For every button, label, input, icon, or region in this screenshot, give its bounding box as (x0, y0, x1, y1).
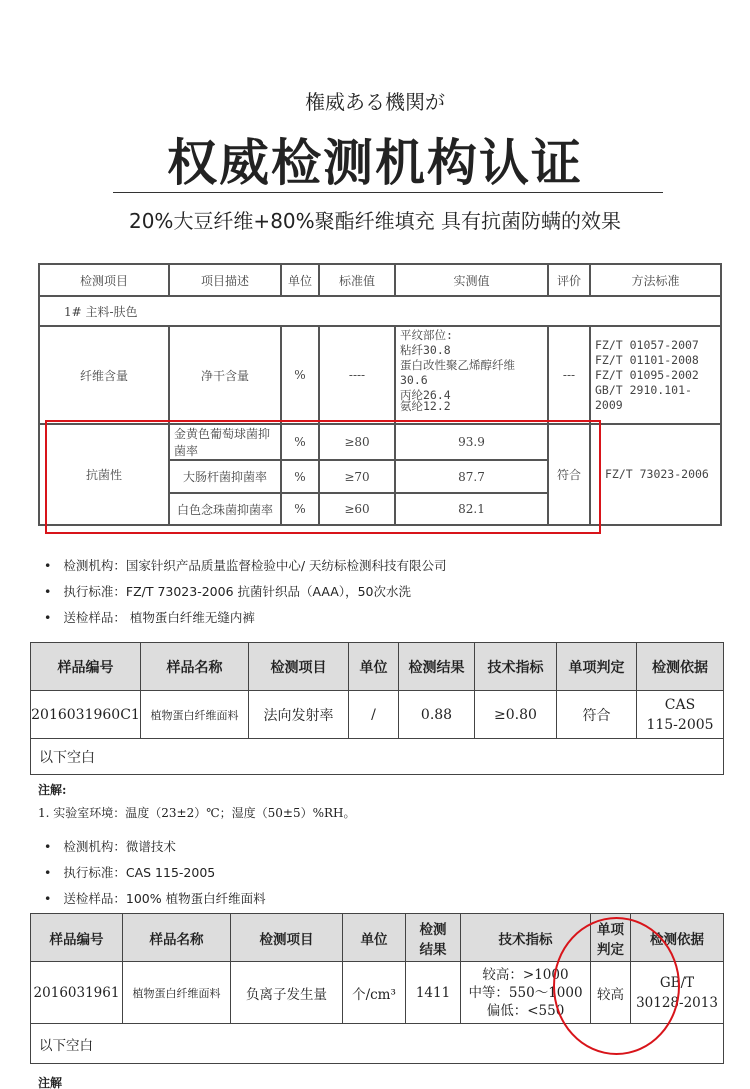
antibacterial-unit: % (281, 460, 319, 493)
test-item: 负离子发生量 (231, 962, 343, 1024)
info-list-1 (44, 556, 447, 634)
measured-line: 平纹部位: (400, 328, 453, 342)
notes-item: 1. 实验室环境：温度（23±2）℃；湿度（50±5）%RH。 (38, 806, 356, 820)
page-title: 权威检测机构认证 (167, 134, 583, 192)
fiber-eval: --- (548, 326, 590, 424)
fiber-desc: 净干含量 (169, 326, 281, 424)
sample-id: 2016031960C1 (31, 691, 141, 739)
col-header: 单位 (281, 264, 319, 296)
antibacterial-method: FZ/T 73023-2006 (590, 424, 721, 525)
antibacterial-desc: 白色念珠菌抑菌率 (169, 493, 281, 525)
tagline: 20%大豆纤维+80%聚酯纤维填充 具有抗菌防螨的效果 (128, 209, 622, 233)
measured-line: 30.6 (400, 373, 428, 387)
highlight-rectangle (45, 420, 601, 534)
fiber-methods (590, 326, 721, 424)
col-header: 评价 (548, 264, 590, 296)
section-label: 1# 主料-肤色 (39, 296, 721, 326)
sample-name: 植物蛋白纤维面料 (123, 962, 231, 1024)
col-header: 技术指标 (461, 914, 591, 962)
notes-title: 注解: (38, 783, 67, 797)
unit: 个/cm³ (343, 962, 406, 1024)
col-header: 单项 判定 (591, 914, 631, 962)
col-header: 检测依据 (631, 914, 724, 962)
result: 0.88 (399, 691, 475, 739)
spec-line: 较高：>1000 (482, 966, 569, 983)
blank-note: 以下空白 (31, 739, 724, 775)
col-header: 检测结果 (399, 643, 475, 691)
antibacterial-eval: 符合 (548, 424, 590, 525)
measured-line: 蛋白改性聚乙烯醇纤维 (400, 358, 515, 372)
col-header: 检测项目 (231, 914, 343, 962)
antibacterial-std: ≥80 (319, 424, 395, 460)
method-line: FZ/T 01057-2007 (595, 337, 699, 352)
antibacterial-measured: 93.9 (395, 424, 548, 460)
blank-note: 以下空白 (31, 1024, 724, 1064)
subtitle-jp: 権威ある機関が (305, 90, 445, 114)
antibacterial-item: 抗菌性 (39, 424, 169, 525)
fiber-item: 纤维含量 (39, 326, 169, 424)
info-item: • 检测机构：国家针织产品质量监督检验中心/ 天纺标检测科技有限公司 (44, 556, 447, 582)
judgement: 较高 (591, 962, 631, 1024)
col-header: 样品编号 (31, 643, 141, 691)
col-header: 检测项目 (249, 643, 349, 691)
notes (38, 781, 356, 821)
header (0, 86, 750, 195)
info-list-2 (44, 837, 266, 915)
basis: GB/T 30128-2013 (631, 962, 724, 1024)
judgement: 符合 (557, 691, 637, 739)
measured-line: 粘纤30.8 (400, 343, 451, 357)
col-header: 方法标准 (590, 264, 721, 296)
spec: ≥0.80 (475, 691, 557, 739)
sample-id: 2016031961 (31, 962, 123, 1024)
col-header: 样品名称 (141, 643, 249, 691)
result: 1411 (406, 962, 461, 1024)
basis: CAS 115-2005 (637, 691, 724, 739)
col-header: 项目描述 (169, 264, 281, 296)
method-line: FZ/T 01095-2002 (595, 367, 699, 382)
col-header: 单位 (343, 914, 406, 962)
col-header: 标准值 (319, 264, 395, 296)
antibacterial-measured: 87.7 (395, 460, 548, 493)
antibacterial-measured: 82.1 (395, 493, 548, 525)
measured-line: 氨纶12.2 (400, 399, 451, 413)
antibacterial-unit: % (281, 493, 319, 525)
col-header: 技术指标 (475, 643, 557, 691)
col-header: 检测依据 (637, 643, 724, 691)
spec-line: 偏低：<550 (486, 1002, 565, 1019)
method-line: GB/T 2910.101-2009 (595, 382, 692, 412)
info-item: • 执行标准：FZ/T 73023-2006 抗菌针织品（AAA），50次水洗 (44, 582, 447, 608)
fiber-measured (395, 326, 548, 424)
col-header: 单位 (349, 643, 399, 691)
col-header: 单项判定 (557, 643, 637, 691)
col-header: 检测项目 (39, 264, 169, 296)
antibacterial-unit: % (281, 424, 319, 460)
divider (113, 192, 663, 193)
col-header: 样品编号 (31, 914, 123, 962)
antibacterial-std: ≥60 (319, 493, 395, 525)
method-line: FZ/T 01101-2008 (595, 352, 699, 367)
highlight-circle (553, 917, 680, 1055)
sample-name: 植物蛋白纤维面料 (141, 691, 249, 739)
test-report-table-2 (30, 642, 724, 775)
info-item: • 检测机构：微谱技术 (44, 837, 266, 863)
antibacterial-desc: 金黄色葡萄球菌抑菌率 (169, 424, 281, 460)
spec-line: 中等：550～1000 (468, 984, 583, 1001)
test-item: 法向发射率 (249, 691, 349, 739)
col-header: 实测值 (395, 264, 548, 296)
info-item: • 送检样品： 植物蛋白纤维无缝内裤 (44, 608, 447, 634)
fiber-std: ---- (319, 326, 395, 424)
measured-line: 丙纶26.4 (400, 388, 451, 402)
info-item: • 送检样品：100% 植物蛋白纤维面料 (44, 889, 266, 915)
antibacterial-desc: 大肠杆菌抑菌率 (169, 460, 281, 493)
antibacterial-std: ≥70 (319, 460, 395, 493)
col-header: 检测 结果 (406, 914, 461, 962)
cutoff-note: 注解 (38, 1076, 63, 1089)
col-header: 样品名称 (123, 914, 231, 962)
info-item: • 执行标准：CAS 115-2005 (44, 863, 266, 889)
unit: / (349, 691, 399, 739)
fiber-unit: % (281, 326, 319, 424)
